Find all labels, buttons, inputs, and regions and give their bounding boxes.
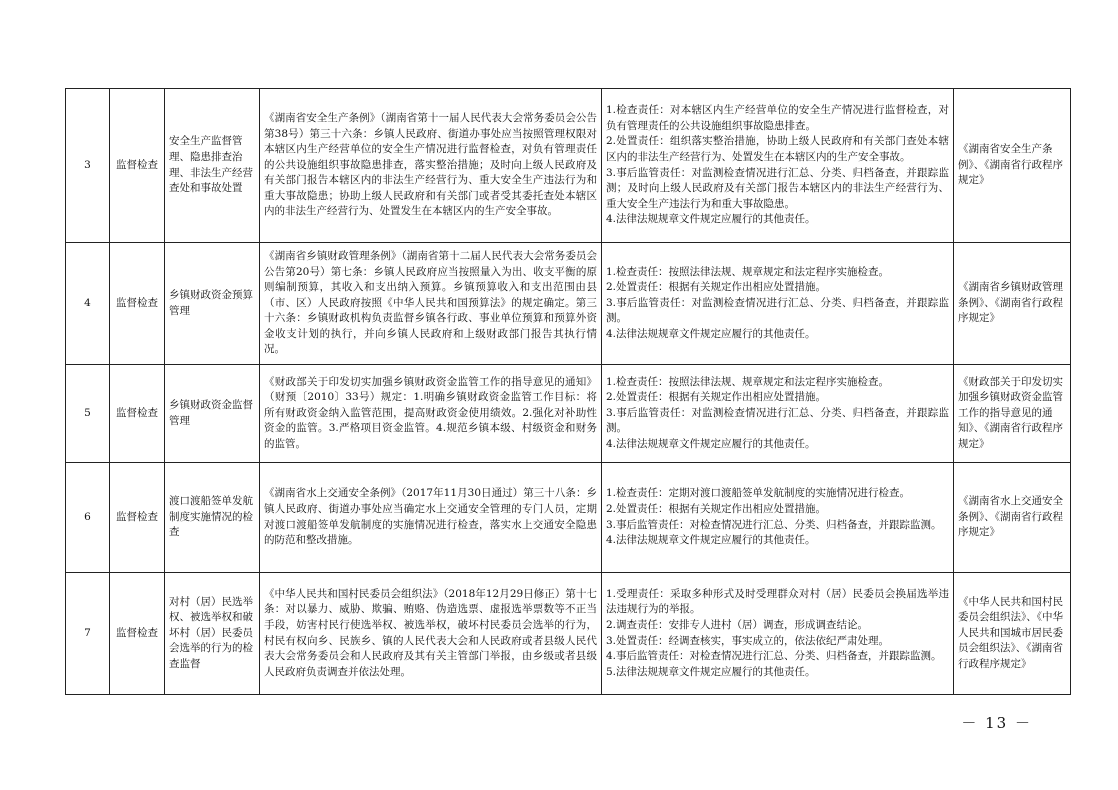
responsibility-item: 4.事后监管责任：对检查情况进行汇总、分类、归档备查，并跟踪监测。 [606,650,942,663]
page-number: － 13 － [961,714,1032,732]
legal-basis: 《湖南省水上交通安全条例》（2017年11月30日通过）第三十八条：乡镇人民政府、街道办事处应当确定水上交通安全管理的专门人员，定期对渡口渡船签单发航制度的实施情况进行检查，落实水上交通安全隐患的防范和整改措施。 [260,463,602,573]
item-number: 7 [66,573,110,695]
responsibility-item: 3.事后监管责任：对监测检查情况进行汇总、分类、归档备查，并跟踪监测。 [606,406,949,435]
responsibility-item: 1.受理责任：采取多种形式及时受理群众对村（居）民委员会换届选举违法违规行为的举报。 [606,587,949,616]
responsibility-item: 4.法律法规规章文件规定应履行的其他责任。 [606,327,816,340]
reference-documents: 《湖南省水上交通安全条例》、《湖南省行政程序规定》 [954,463,1071,573]
item-type: 监督检查 [110,243,165,365]
table-row [66,89,1071,243]
responsibility-item: 3.事后监管责任：对监测检查情况进行汇总、分类、归档备查，并跟踪监测。 [606,296,949,325]
table-row [66,573,1071,695]
responsibility-item: 2.处置责任：根据有关规定作出相应处置措施。 [606,502,827,515]
responsibility-item: 2.处置责任：根据有关规定作出相应处置措施。 [606,391,827,404]
reference-documents: 《湖南省安全生产条例》、《湖南省行政程序规定》 [954,89,1071,243]
responsibility-table [65,88,1071,695]
responsibility-item: 5.法律法规规章文件规定应履行的其他责任。 [606,665,816,678]
reference-documents: 《财政部关于印发切实加强乡镇财政资金监管工作的指导意见的通知》、《湖南省行政程序规定》 [954,365,1071,463]
item-type: 监督检查 [110,573,165,695]
item-name: 渡口渡船签单发航制度实施情况的检查 [165,463,260,573]
item-number: 3 [66,89,110,243]
responsibility-item: 3.处置责任：经调查核实，事实成立的，依法依纪严肃处理。 [606,634,890,647]
responsibility-item: 4.法律法规规章文件规定应履行的其他责任。 [606,437,816,450]
responsibility-item: 4.法律法规规章文件规定应履行的其他责任。 [606,213,816,226]
item-number: 5 [66,365,110,463]
responsibility-list [602,365,954,463]
responsibility-item: 1.检查责任：按照法律法规、规章规定和法定程序实施检查。 [606,265,890,278]
responsibility-item: 2.处置责任：根据有关规定作出相应处置措施。 [606,281,827,294]
item-name: 乡镇财政资金监督管理 [165,365,260,463]
table-row [66,243,1071,365]
item-type: 监督检查 [110,89,165,243]
item-number: 4 [66,243,110,365]
reference-documents: 《湖南省乡镇财政管理条例》、《湖南省行政程序规定》 [954,243,1071,365]
responsibility-list [602,243,954,365]
legal-basis: 《湖南省安全生产条例》（湖南省第十一届人民代表大会常务委员会公告第38号）第三十六条：乡镇人民政府、街道办事处应当按照管理权限对本辖区内生产经营单位的安全生产情况进行监督检查，对负有管理责任的公共设施组织事故隐患排查，落实整治措施；及时向上级人民政府及有关部门报告本辖区内的非法生产经营行为、重大安全生产违法行为和重大事故隐患；协助上级人民政府和有关部门或者受其委托查处本辖区内的非法生产经营行为、处置发生在本辖区内的生产安全事故。 [260,89,602,243]
responsibility-item: 1.检查责任：按照法律法规、规章规定和法定程序实施检查。 [606,375,890,388]
table-row [66,463,1071,573]
responsibility-item: 3.事后监管责任：对检查情况进行汇总、分类、归档备查，并跟踪监测。 [606,518,942,531]
responsibility-list [602,573,954,695]
item-name: 乡镇财政资金预算管理 [165,243,260,365]
responsibility-list [602,89,954,243]
legal-basis: 《中华人民共和国村民委员会组织法》（2018年12月29日修正）第十七条：对以暴力、威胁、欺骗、贿赂、伪造选票、虚报选举票数等不正当手段，妨害村民行使选举权、被选举权，破坏村民委员会选举的行为，村民有权向乡、民族乡、镇的人民代表大会和人民政府或者县级人民代表大会常务委员会和人民政府及其有关主管部门举报，由乡级或者县级人民政府负责调查并依法处理。 [260,573,602,695]
responsibility-item: 1.检查责任：对本辖区内生产经营单位的安全生产情况进行监督检查，对负有管理责任的公共设施组织事故隐患排查。 [606,104,949,132]
responsibility-list [602,463,954,573]
item-name: 对村（居）民选举权、被选举权和破坏村（居）民委员会选举的行为的检查监督 [165,573,260,695]
responsibility-item: 4.法律法规规章文件规定应履行的其他责任。 [606,534,816,547]
responsibility-item: 1.检查责任：定期对渡口渡船签单发航制度的实施情况进行检查。 [606,487,911,500]
item-type: 监督检查 [110,463,165,573]
item-number: 6 [66,463,110,573]
item-type: 监督检查 [110,365,165,463]
responsibility-item: 2.调查责任：安排专人进村（居）调查，形成调查结论。 [606,618,869,631]
responsibility-item: 3.事后监管责任：对监测检查情况进行汇总、分类、归档备查，并跟踪监测；及时向上级人民政府及有关部门报告本辖区内的非法生产经营行为、重大安全生产违法行为和重大事故隐患。 [606,166,949,210]
responsibility-item: 2.处置责任：组织落实整治措施，协助上级人民政府和有关部门查处本辖区内的非法生产经营行为、处置发生在本辖区内的生产安全事故。 [606,135,949,163]
table-row [66,365,1071,463]
reference-documents: 《中华人民共和国村民委员会组织法》、《中华人民共和国城市居民委员会组织法》、《湖南省行政程序规定》 [954,573,1071,695]
item-name: 安全生产监督管理、隐患排查治理、非法生产经营查处和事故处置 [165,89,260,243]
legal-basis: 《湖南省乡镇财政管理条例》（湖南省第十二届人民代表大会常务委员会公告第20号）第七条：乡镇人民政府应当按照量入为出、收支平衡的原则编制预算，其收入和支出纳入预算。乡镇预算收入和支出范围由县（市、区）人民政府按照《中华人民共和国预算法》的规定确定。第三十六条：乡镇财政机构负责监督乡镇各行政、事业单位预算和预算外资金收支计划的执行，并向乡镇人民政府和上级财政部门报告其执行情况。 [260,243,602,365]
legal-basis: 《财政部关于印发切实加强乡镇财政资金监管工作的指导意见的通知》（财预〔2010〕33号）规定：1.明确乡镇财政资金监管工作目标：将所有财政资金纳入监管范围，提高财政资金使用绩效。2.强化对补助性资金的监管。3.严格项目资金监管。4.规范乡镇本级、村级资金和财务的监管。 [260,365,602,463]
